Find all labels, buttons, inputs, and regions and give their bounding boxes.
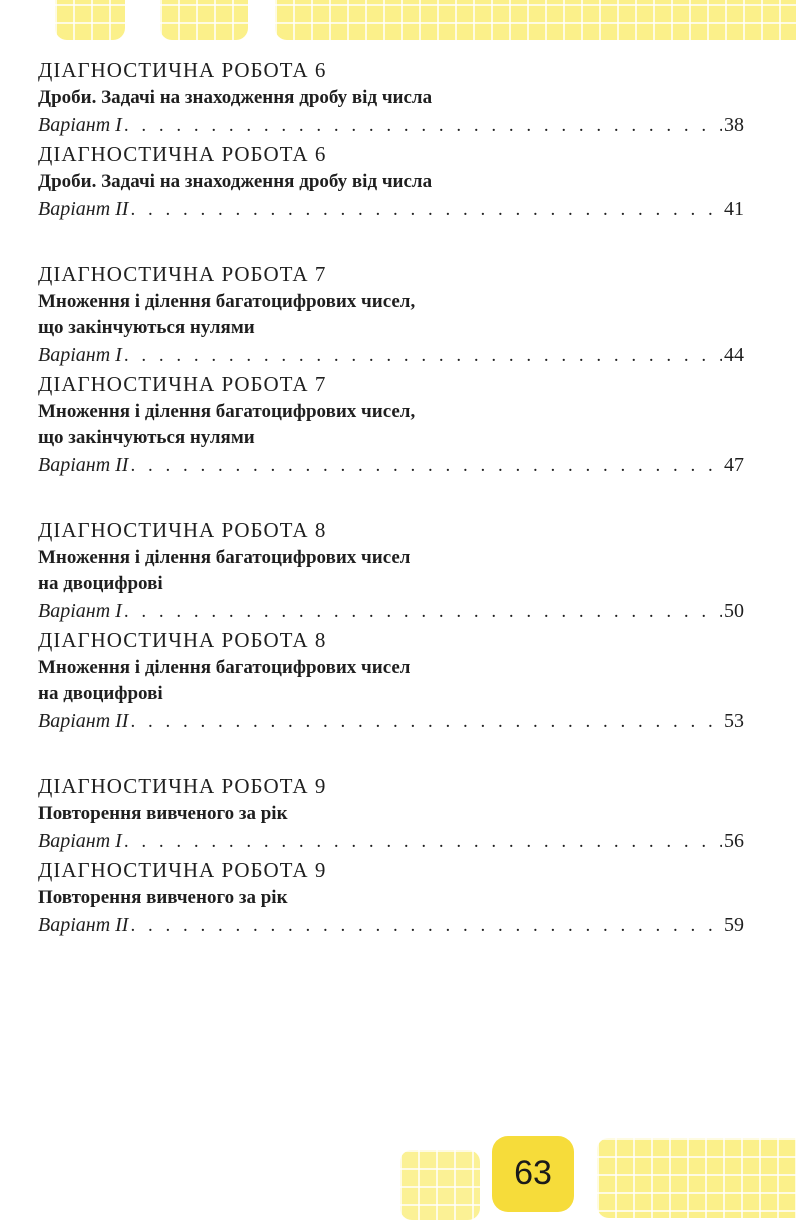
toc-entry-heading: ДІАГНОСТИЧНА РОБОТА 8 [38, 628, 327, 652]
toc-entry [38, 856, 744, 940]
toc-entry [38, 140, 744, 224]
toc-entry-topic: Множення і ділення багатоцифрових чисел, [38, 401, 416, 422]
dot-leader [130, 912, 722, 940]
toc-entry-variant-line [38, 911, 744, 940]
toc-entry-topic: Дроби. Задачі на знаходження дробу від числа [38, 171, 433, 192]
toc-entry-page-number: 41 [724, 198, 744, 220]
toc-entry-heading: ДІАГНОСТИЧНА РОБОТА 6 [38, 58, 327, 82]
toc-entry [38, 516, 744, 626]
decorative-grid-tab [400, 1150, 480, 1220]
toc-entry-page-number: 50 [724, 600, 744, 622]
toc-entry-variant-line [38, 827, 744, 856]
dot-leader [130, 452, 722, 480]
decorative-grid-tab [160, 0, 248, 40]
toc-entry-heading: ДІАГНОСТИЧНА РОБОТА 7 [38, 372, 327, 396]
toc-entry-topic: на двоцифрові [38, 573, 163, 594]
toc-entry-variant: Варіант I [38, 830, 122, 852]
toc-entry-variant: Варіант I [38, 600, 122, 622]
dot-leader [124, 828, 722, 856]
toc-entry-variant-line [38, 597, 744, 626]
toc-entry-page-number: 53 [724, 710, 744, 732]
table-of-contents [38, 56, 744, 940]
toc-entry [38, 370, 744, 480]
toc-entry-topic: Множення і ділення багатоцифрових чисел [38, 547, 411, 568]
toc-entry-variant: Варіант II [38, 914, 129, 936]
dot-leader [130, 196, 722, 224]
toc-entry [38, 260, 744, 370]
dot-leader [124, 598, 722, 626]
toc-entry-heading: ДІАГНОСТИЧНА РОБОТА 9 [38, 774, 327, 798]
toc-entry [38, 626, 744, 736]
dot-leader [130, 708, 722, 736]
toc-entry [38, 56, 744, 140]
decorative-grid-banner [597, 1138, 796, 1218]
toc-entry-variant: Варіант II [38, 710, 129, 732]
toc-entry-topic: на двоцифрові [38, 683, 163, 704]
toc-entry-variant: Варіант I [38, 114, 122, 136]
decorative-grid-banner [275, 0, 796, 40]
toc-entry-topic: Множення і ділення багатоцифрових чисел [38, 657, 411, 678]
toc-entry-page-number: 38 [724, 114, 744, 136]
toc-entry-page-number: 47 [724, 454, 744, 476]
toc-entry-heading: ДІАГНОСТИЧНА РОБОТА 7 [38, 262, 327, 286]
toc-entry-topic: Повторення вивченого за рік [38, 803, 288, 824]
toc-entry-topic: що закінчуються нулями [38, 317, 255, 338]
toc-entry-variant-line [38, 707, 744, 736]
toc-entry-heading: ДІАГНОСТИЧНА РОБОТА 6 [38, 142, 327, 166]
toc-entry-topic: що закінчуються нулями [38, 427, 255, 448]
toc-entry-heading: ДІАГНОСТИЧНА РОБОТА 9 [38, 858, 327, 882]
page-number-badge [492, 1136, 574, 1212]
toc-entry-page-number: 56 [724, 830, 744, 852]
toc-entry-variant-line [38, 195, 744, 224]
toc-entry-variant-line [38, 111, 744, 140]
toc-entry-page-number: 59 [724, 914, 744, 936]
dot-leader [124, 112, 722, 140]
dot-leader [124, 342, 722, 370]
toc-entry-heading: ДІАГНОСТИЧНА РОБОТА 8 [38, 518, 327, 542]
toc-entry-topic: Множення і ділення багатоцифрових чисел, [38, 291, 416, 312]
toc-entry-variant: Варіант II [38, 198, 129, 220]
toc-entry-variant: Варіант I [38, 344, 122, 366]
toc-entry-variant-line [38, 341, 744, 370]
toc-entry-variant-line [38, 451, 744, 480]
toc-entry-page-number: 44 [724, 344, 744, 366]
toc-entry [38, 772, 744, 856]
decorative-grid-tab [55, 0, 125, 40]
toc-entry-topic: Повторення вивченого за рік [38, 887, 288, 908]
page-number: 63 [514, 1154, 552, 1192]
toc-entry-variant: Варіант II [38, 454, 129, 476]
toc-entry-topic: Дроби. Задачі на знаходження дробу від числа [38, 87, 433, 108]
